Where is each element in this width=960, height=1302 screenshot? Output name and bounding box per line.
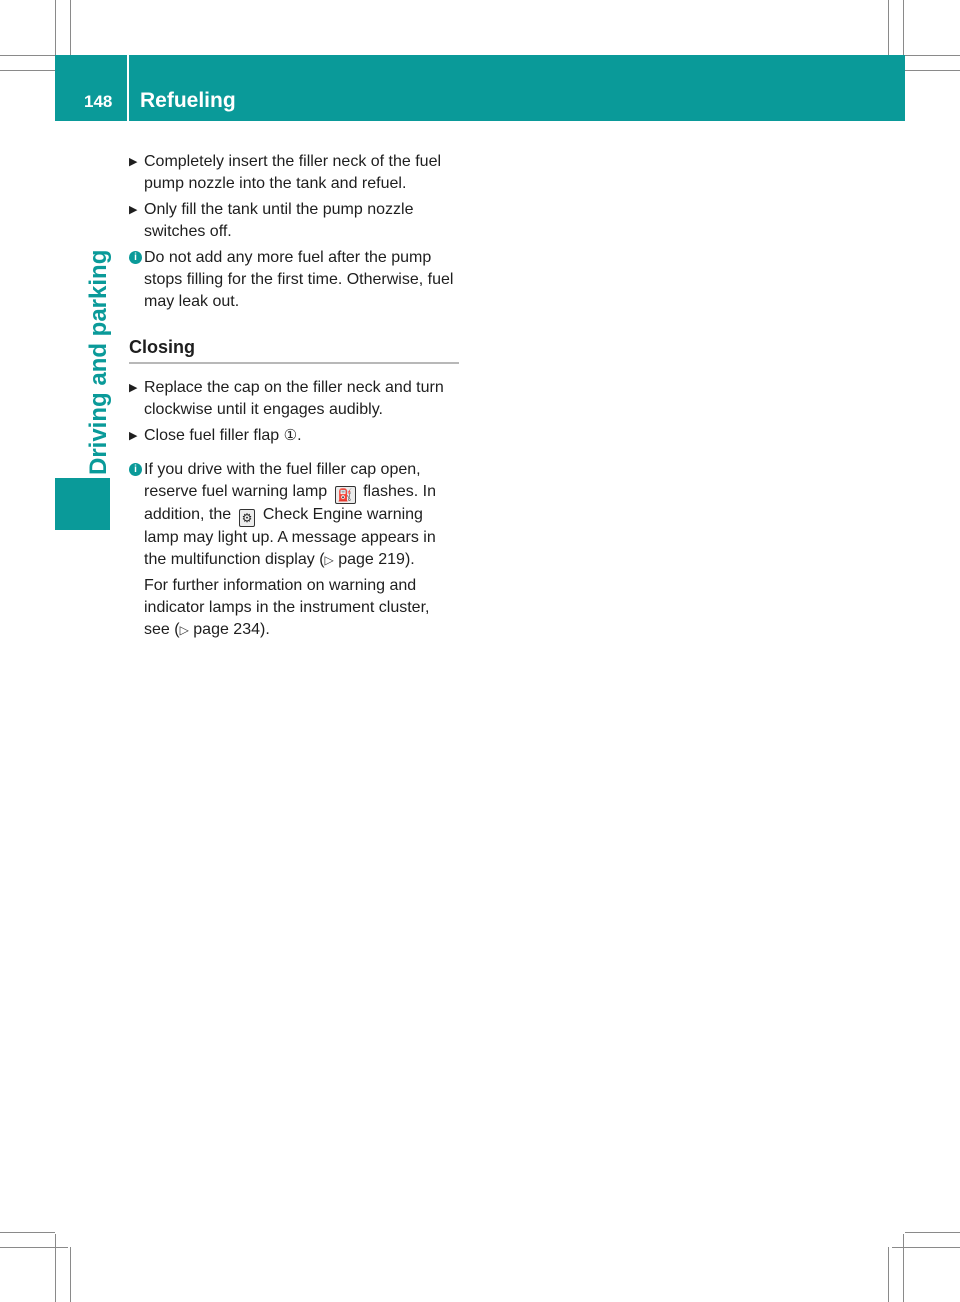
- crop-mark: [55, 1234, 56, 1302]
- crop-mark: [70, 1247, 71, 1302]
- note-text-end: ).: [404, 551, 415, 568]
- crop-mark: [0, 1247, 68, 1248]
- step-text: Only fill the tank until the pump nozzle switches off.: [144, 201, 414, 240]
- crop-mark: [892, 1247, 960, 1248]
- note-text: Check Engine warning lamp may light up. A message appears in the multifunction display (: [144, 506, 436, 568]
- engine-lamp-icon: ⚙: [239, 509, 256, 527]
- note-text: If you drive with the fuel filler cap open, reserve fuel warning lamp: [144, 461, 421, 500]
- heading-rule: [129, 362, 459, 364]
- crop-mark: [0, 55, 55, 56]
- circled-one-icon: ①: [283, 427, 298, 444]
- crop-mark: [905, 55, 960, 56]
- fuel-lamp-icon: ⛽: [335, 486, 356, 504]
- bullet-arrow-icon: ▶: [129, 382, 138, 394]
- page-reference-link[interactable]: page 219: [338, 551, 405, 568]
- note-text-end: ).: [260, 621, 270, 638]
- side-tab-block: [55, 478, 110, 530]
- instruction-step: [129, 425, 459, 447]
- instruction-step: [129, 151, 459, 195]
- crop-mark: [0, 1232, 55, 1233]
- info-note-continued: [129, 575, 459, 641]
- note-text: flashes. In addition, the: [144, 483, 436, 523]
- crop-mark: [55, 0, 56, 55]
- bullet-arrow-icon: ▶: [129, 204, 138, 216]
- crop-mark: [903, 0, 904, 55]
- step-text: Close fuel filler flap: [144, 427, 280, 444]
- info-icon: i: [129, 463, 142, 476]
- crop-mark: [905, 1232, 960, 1233]
- info-note: [129, 459, 459, 571]
- bullet-arrow-icon: ▶: [129, 156, 138, 168]
- header-divider: [127, 55, 129, 121]
- instruction-step: [129, 199, 459, 243]
- note-text: Do not add any more fuel after the pump stops filling for the first time. Otherwise, fuel may leak out.: [144, 249, 454, 310]
- info-note: [129, 247, 459, 313]
- crop-mark: [888, 1247, 889, 1302]
- step-text-end: .: [297, 427, 302, 444]
- subsection-heading: Closing: [129, 337, 195, 357]
- step-text: Replace the cap on the filler neck and turn clockwise until it engages audibly.: [144, 379, 444, 418]
- bullet-arrow-icon: ▶: [129, 430, 138, 442]
- section-title: Refueling: [140, 89, 236, 112]
- instruction-step: [129, 377, 459, 421]
- note-text: For further information on warning and indicator lamps in the instrument cluster, see (: [144, 577, 430, 638]
- step-text: Completely insert the filler neck of the fuel pump nozzle into the tank and refuel.: [144, 153, 442, 192]
- page-ref-arrow-icon: ▷: [179, 623, 189, 637]
- page-reference-link[interactable]: page 234: [193, 621, 260, 638]
- page-number: 148: [84, 92, 113, 111]
- side-tab-label: Driving and parking: [85, 249, 112, 475]
- info-icon: i: [129, 251, 142, 264]
- page-content: [129, 151, 459, 641]
- page-ref-arrow-icon: ▷: [324, 553, 334, 567]
- crop-mark: [903, 1234, 904, 1302]
